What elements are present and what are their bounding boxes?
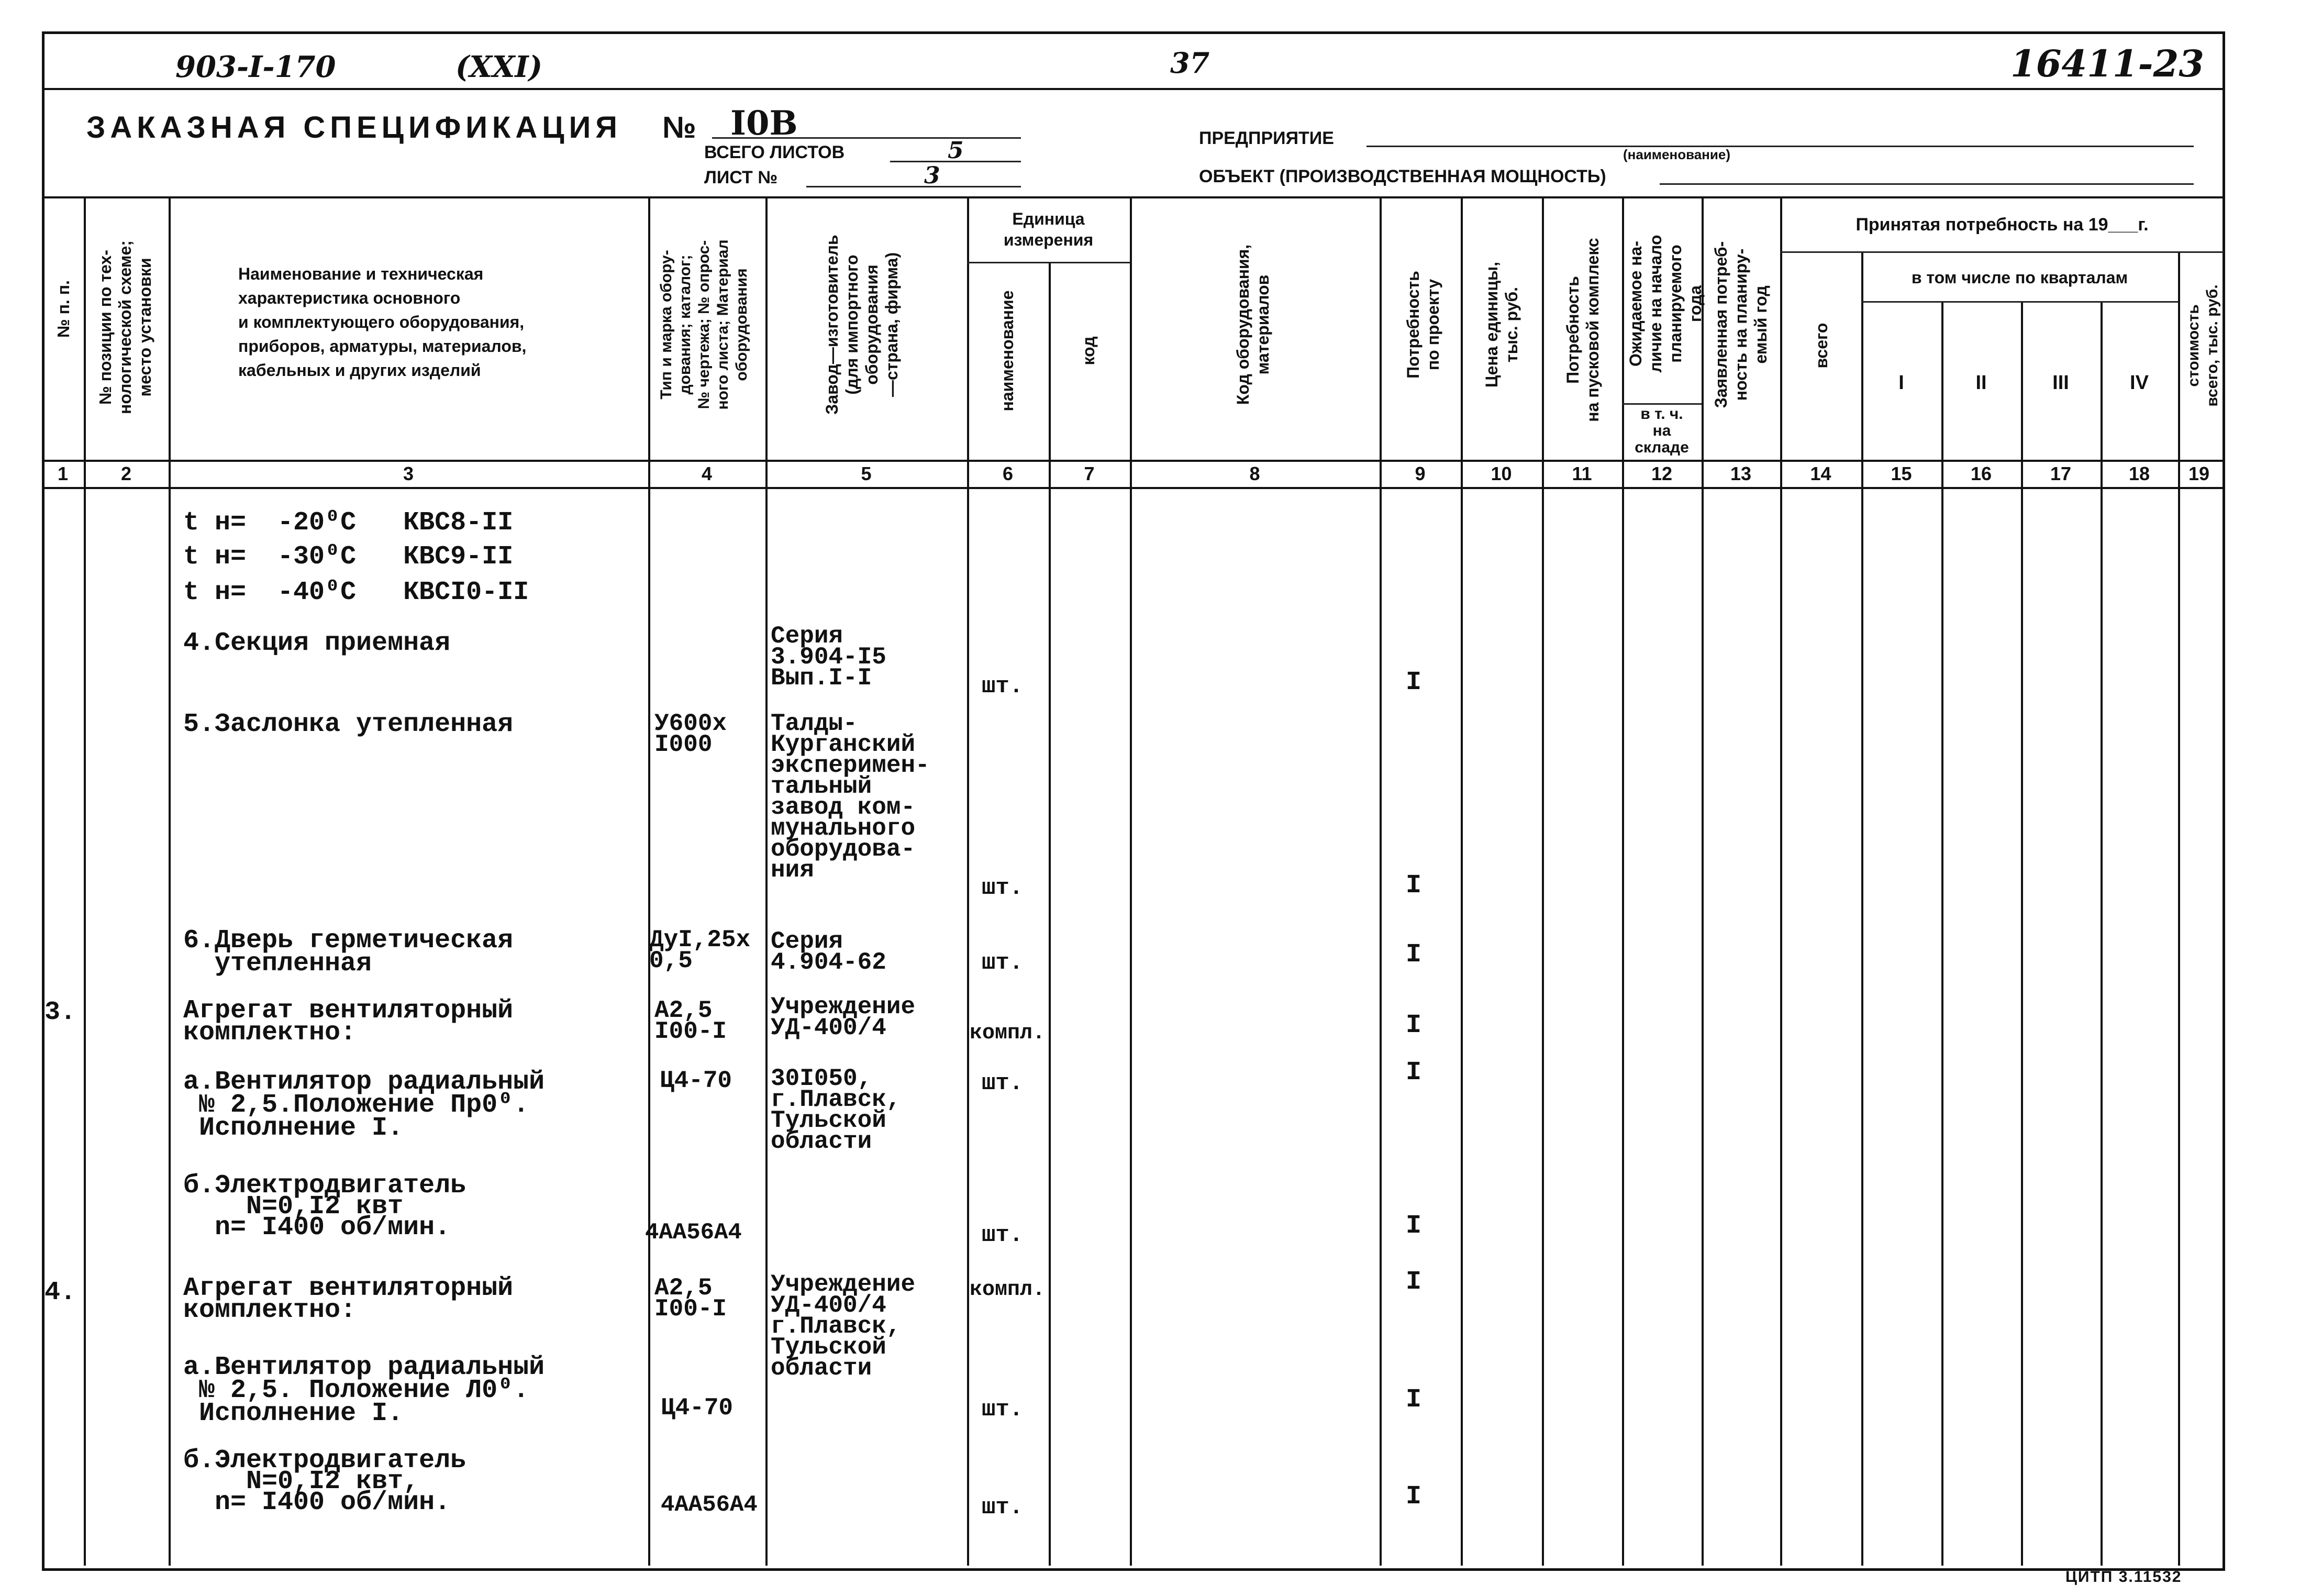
colnum-13: 13 bbox=[1730, 463, 1752, 484]
row-qty: I bbox=[1406, 1058, 1422, 1088]
col12-stock-header: в т. ч. на складе bbox=[1635, 405, 1689, 456]
row-name: t н= -30⁰C КВС9-II bbox=[183, 542, 514, 572]
row-type: ДуI,25х 0,5 bbox=[649, 926, 751, 974]
row-num: 3. bbox=[45, 997, 76, 1027]
spec-number-value: I0B bbox=[730, 104, 798, 143]
row-qty: I bbox=[1406, 1385, 1422, 1415]
col-line-3 bbox=[648, 196, 650, 1566]
colnum-15: 15 bbox=[1891, 463, 1912, 484]
header-bottom-line bbox=[42, 460, 2224, 462]
row-qty: I bbox=[1406, 668, 1422, 697]
total-sheets-underline bbox=[890, 161, 1021, 162]
drawing-number: 16411-23 bbox=[2010, 42, 2204, 85]
naming-hint: (наименование) bbox=[1623, 147, 1730, 162]
row-name: Агрегат вентиляторный комплектно: bbox=[183, 996, 514, 1048]
unit-group-line bbox=[967, 262, 1130, 263]
col-line-13 bbox=[1780, 196, 1782, 1566]
col-line-11 bbox=[1622, 196, 1624, 1566]
row-unit: шт. bbox=[982, 950, 1024, 976]
row-unit: компл. bbox=[970, 1022, 1046, 1045]
row-name: а.Вентилятор радиальный № 2,5.Положение Пр0⁰. Исполнение I. bbox=[183, 1067, 545, 1143]
col7-header: код bbox=[1079, 336, 1098, 365]
col-line-1 bbox=[84, 196, 86, 1566]
row-unit: шт. bbox=[982, 1494, 1024, 1521]
column-number-line bbox=[42, 487, 2224, 489]
row-name: 4.Секция приемная bbox=[183, 628, 451, 658]
enterprise-underline bbox=[1366, 146, 2194, 147]
col-line-10 bbox=[1542, 196, 1544, 1566]
row-name: 6.Дверь герметическая утепленная bbox=[183, 926, 514, 979]
col19-header: стоимость всего, тыс. руб. bbox=[2185, 284, 2221, 407]
total-sheets-label: ВСЕГО ЛИСТОВ bbox=[704, 142, 845, 162]
colnum-4: 4 bbox=[701, 463, 713, 484]
col-line-14 bbox=[1861, 251, 1863, 1566]
row-unit: шт. bbox=[982, 875, 1024, 901]
row-unit: шт. bbox=[982, 1070, 1024, 1096]
row-name: 5.Заслонка утепленная bbox=[183, 710, 514, 739]
colnum-14: 14 bbox=[1810, 463, 1831, 484]
col2-header: № позиции по тех- нологической схеме; место установки bbox=[96, 240, 154, 414]
col-line-6 bbox=[1049, 262, 1051, 1566]
enterprise-label: ПРЕДПРИЯТИЕ bbox=[1199, 128, 1334, 148]
row-maker: Серия 4.904-62 bbox=[771, 928, 886, 976]
stock-subline bbox=[1622, 403, 1702, 405]
quarters-group-line bbox=[1861, 301, 2178, 303]
col-line-4 bbox=[765, 196, 768, 1566]
col-line-9 bbox=[1461, 196, 1463, 1566]
sheet-label: ЛИСТ № bbox=[704, 168, 778, 187]
object-label: ОБЪЕКТ (ПРОИЗВОДСТВЕННАЯ МОЩНОСТЬ) bbox=[1199, 167, 1606, 186]
col6-header: наименование bbox=[998, 290, 1017, 412]
colnum-16: 16 bbox=[1970, 463, 1992, 484]
row-name: б.Электродвигатель N=0,I2 квт, n= I400 об/мин. bbox=[183, 1446, 466, 1517]
row-type: У600х I000 bbox=[654, 710, 727, 758]
row-qty: I bbox=[1406, 1267, 1422, 1297]
accepted-group-line bbox=[1780, 251, 2224, 253]
row-unit: шт. bbox=[982, 1222, 1024, 1248]
row-num: 4. bbox=[45, 1278, 76, 1307]
row-maker: Учреждение УД-400/4 г.Плавск, Тульской области bbox=[771, 1271, 916, 1382]
col9-header: Потребность по проекту bbox=[1404, 271, 1442, 379]
colnum-19: 19 bbox=[2188, 463, 2210, 484]
spec-number-label: № bbox=[662, 110, 696, 145]
project-code: 903-I-170 bbox=[175, 50, 336, 84]
row-unit: шт. bbox=[982, 1396, 1024, 1423]
col-line-15 bbox=[1941, 301, 1943, 1566]
row-name: t н= -40⁰C КВСI0-II bbox=[183, 578, 529, 607]
col12-header: Ожидаемое на- личие на начало планируемого года bbox=[1626, 235, 1705, 373]
col3-header: Наименование и техническая характеристика основного и комплектующего оборудования, приборов, арматуры, материалов, кабельных и других изделий bbox=[238, 264, 527, 380]
document-title: ЗАКАЗНАЯ СПЕЦИФИКАЦИЯ bbox=[86, 110, 622, 145]
col17-header: III bbox=[2052, 372, 2069, 394]
header-top-line bbox=[42, 196, 2224, 198]
col-line-2 bbox=[169, 196, 171, 1566]
row-type: 4АА56А4 bbox=[645, 1220, 742, 1246]
top-bar-divider bbox=[42, 88, 2224, 90]
col14-header: всего bbox=[1812, 323, 1831, 369]
col8-header: Код оборудования, материалов bbox=[1234, 244, 1272, 405]
row-maker: 30I050, г.Плавск, Тульской области bbox=[771, 1065, 901, 1155]
object-underline bbox=[1660, 183, 2194, 185]
col5-header: Завод—изготовитель (для импортного оборудования —страна, фирма) bbox=[823, 235, 901, 415]
colnum-10: 10 bbox=[1491, 463, 1512, 484]
row-name: t н= -20⁰C КВС8-II bbox=[183, 508, 514, 538]
colnum-6: 6 bbox=[1002, 463, 1014, 484]
colnum-11: 11 bbox=[1572, 463, 1592, 484]
col16-header: II bbox=[1975, 372, 1987, 394]
row-name: а.Вентилятор радиальный № 2,5. Положение Л0⁰. Исполнение I. bbox=[183, 1353, 545, 1428]
col-line-12 bbox=[1702, 196, 1704, 1566]
col-line-5 bbox=[967, 196, 969, 1566]
footer-stamp: ЦИТП 3.11532 bbox=[2065, 1568, 2182, 1586]
volume-label: (XXI) bbox=[455, 50, 543, 84]
row-type: А2,5 I00-I bbox=[654, 997, 727, 1045]
col-line-17 bbox=[2101, 301, 2103, 1566]
colnum-7: 7 bbox=[1084, 463, 1095, 484]
row-unit: шт. bbox=[982, 673, 1024, 700]
colnum-2: 2 bbox=[120, 463, 132, 484]
row-maker: Талды- Курганский эксперимен- тальный завод ком- мунального оборудова- ния bbox=[771, 710, 930, 884]
row-qty: I bbox=[1406, 940, 1422, 970]
row-type: 4АА56А4 bbox=[661, 1492, 758, 1518]
colnum-8: 8 bbox=[1249, 463, 1260, 484]
col-line-8 bbox=[1380, 196, 1382, 1566]
spec-number-underline bbox=[712, 137, 1021, 139]
colnum-5: 5 bbox=[861, 463, 872, 484]
colnum-1: 1 bbox=[57, 463, 69, 484]
col15-header: I bbox=[1898, 372, 1904, 394]
row-maker: Учреждение УД-400/4 bbox=[771, 993, 916, 1041]
colnum-9: 9 bbox=[1415, 463, 1426, 484]
col11-header: Потребность на пусковой комплекс bbox=[1563, 238, 1602, 422]
row-maker: Серия 3.904-I5 Вып.I-I bbox=[771, 623, 886, 692]
page-number: 37 bbox=[1170, 46, 1210, 80]
colnum-17: 17 bbox=[2050, 463, 2072, 484]
sheet-underline bbox=[806, 186, 1021, 187]
sheet-value: 3 bbox=[924, 162, 940, 189]
unit-group-header: Единица измерения bbox=[1003, 209, 1094, 249]
col-line-7 bbox=[1130, 196, 1132, 1566]
col1-header: № п. п. bbox=[54, 280, 73, 338]
total-sheets-value: 5 bbox=[948, 137, 964, 164]
col4-header: Тип и марка обору- дования; каталог; № чертежа; № опрос- ного листа; Материал оборудования bbox=[658, 239, 750, 410]
row-type: Ц4-70 bbox=[661, 1394, 734, 1422]
quarters-group-header: в том числе по кварталам bbox=[1911, 268, 2128, 287]
row-qty: I bbox=[1406, 871, 1422, 901]
colnum-12: 12 bbox=[1651, 463, 1673, 484]
colnum-18: 18 bbox=[2128, 463, 2150, 484]
row-qty: I bbox=[1406, 1482, 1422, 1512]
row-type: Ц4-70 bbox=[660, 1067, 732, 1094]
row-unit: компл. bbox=[970, 1278, 1046, 1302]
col18-header: IV bbox=[2130, 372, 2149, 394]
row-name: б.Электродвигатель N=0,I2 квт n= I400 об/мин. bbox=[183, 1171, 466, 1243]
colnum-3: 3 bbox=[403, 463, 414, 484]
row-qty: I bbox=[1406, 1211, 1422, 1241]
col10-header: Цена единицы, тыс. руб. bbox=[1482, 261, 1521, 388]
accepted-group-header: Принятая потребность на 19___г. bbox=[1855, 215, 2149, 235]
col-line-18 bbox=[2178, 251, 2180, 1566]
row-type: А2,5 I00-I bbox=[654, 1274, 727, 1323]
col13-header: Заявленная потреб- ность на планиру- емый год bbox=[1712, 241, 1770, 408]
row-name: Агрегат вентиляторный комплектно: bbox=[183, 1273, 514, 1325]
col-line-16 bbox=[2021, 301, 2023, 1566]
row-qty: I bbox=[1406, 1011, 1422, 1040]
